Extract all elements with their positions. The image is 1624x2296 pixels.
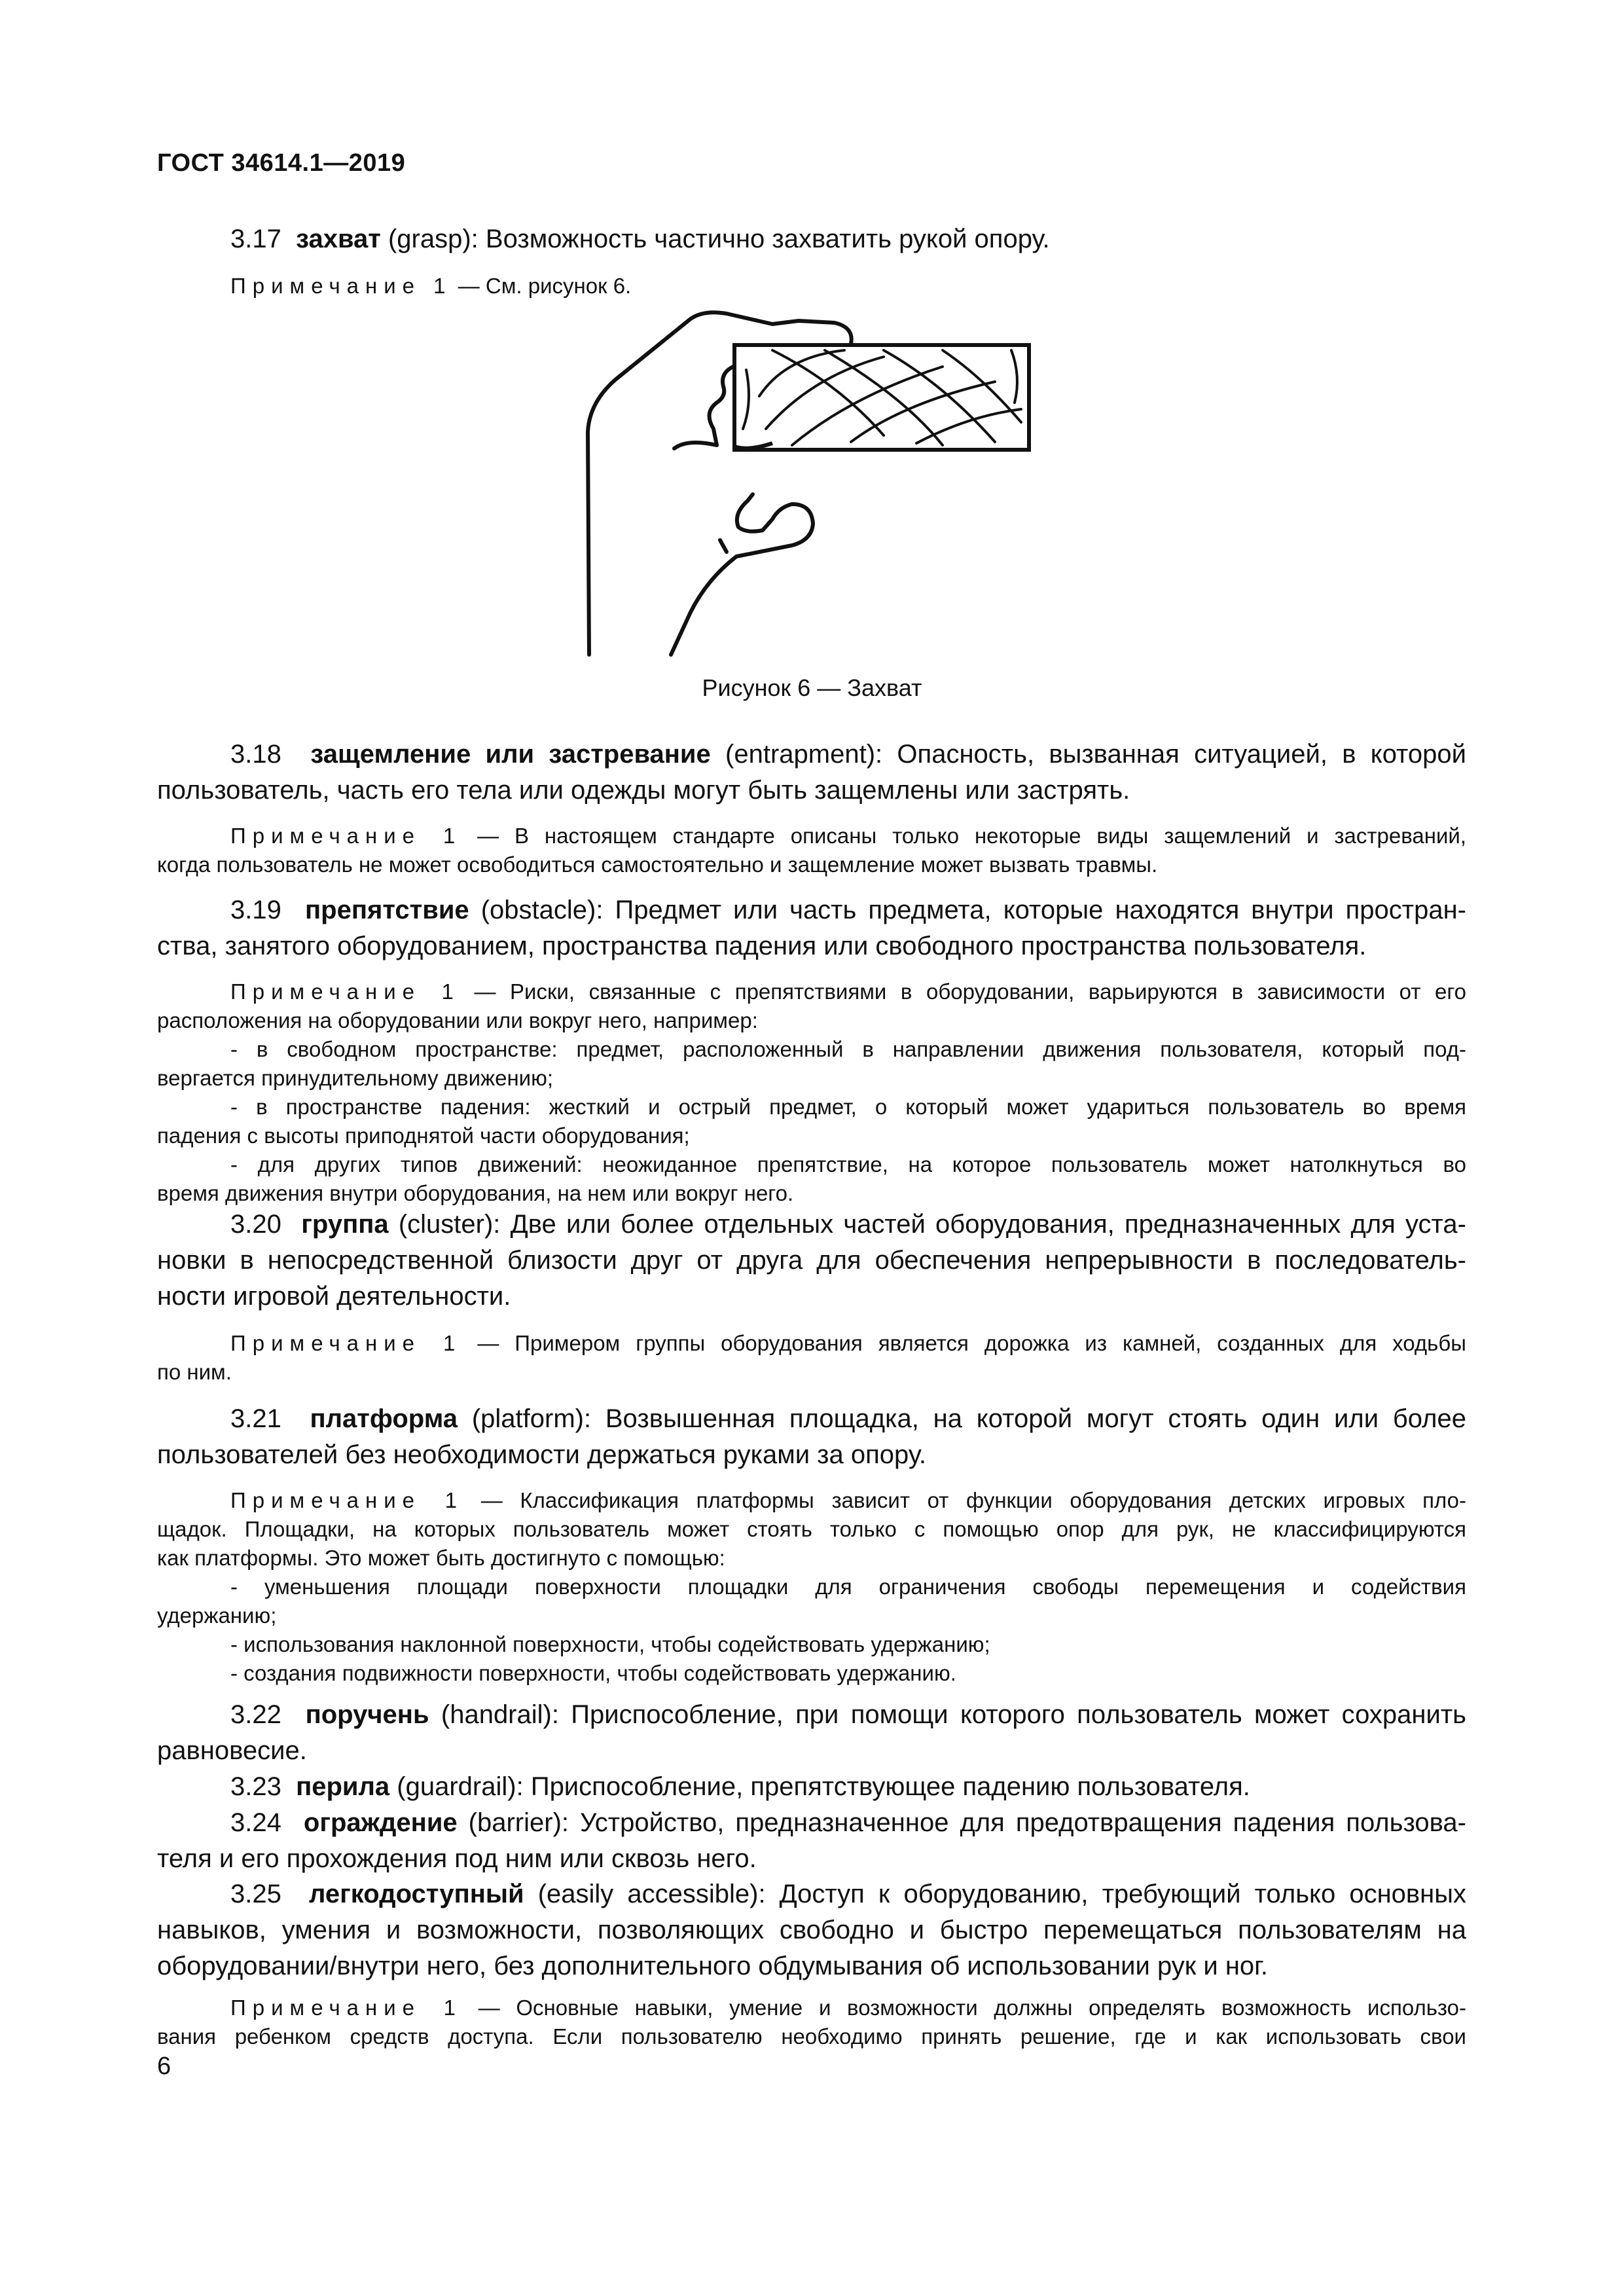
clause-term: захват bbox=[296, 225, 381, 253]
clause-3-17: 3.17 захват (grasp): Возможность частично захватить рукой опору. bbox=[230, 225, 1050, 253]
clause-term: легкодоступный bbox=[309, 1880, 524, 1908]
clause-term: защемление или застревание bbox=[310, 740, 711, 769]
figure-caption: Рисунок 6 — Захват bbox=[702, 674, 922, 701]
note-3-20: Примечание 1 — Примером группы оборудования является дорожка из камней, созданных для ходьбы по ним. bbox=[157, 1331, 1466, 1384]
clause-3-20: 3.20 группа (cluster): Две или более отдельных частей оборудования, предназначенных для уста- новки в непосредственной близости друг от друга для обеспечения непрерывности в последователь- ности игровой деятельности. bbox=[157, 1210, 1466, 1311]
clause-number: 3.17 bbox=[230, 225, 281, 253]
note-3-25: Примечание 1 — Основные навыки, умение и возможности должны определять возможность использо- вания ребенком средств доступа. Если пользователю необходимо принять решение, где и как использовать свои bbox=[157, 1995, 1467, 2049]
note-3-17: Примечание 1 — См. рисунок 6. bbox=[230, 274, 632, 298]
clause-3-25: 3.25 легкодоступный (easily accessible): Доступ к оборудованию, требующий только основных навыков, умения и возможности, позволяющих свободно и быстро перемещаться пользователям на оборудовании/внутри него, без дополнительного обдумывания об использовании рук и ног. bbox=[157, 1880, 1466, 1980]
clause-3-22: 3.22 поручень (handrail): Приспособление, при помощи которого пользователь может сохранить равновесие. bbox=[157, 1700, 1466, 1765]
clause-term: препятствие bbox=[304, 896, 469, 924]
clause-term: группа bbox=[301, 1210, 389, 1239]
figure-6-grasp-illustration bbox=[576, 304, 1074, 671]
note-label: Примечание 1 bbox=[230, 274, 452, 298]
clause-term: платформа bbox=[310, 1404, 458, 1433]
clause-3-21: 3.21 платформа (platform): Возвышенная площадка, на которой могут стоять один или более пользователей без необходимости держаться руками за опору. bbox=[157, 1404, 1466, 1469]
clause-term: ограждение bbox=[303, 1808, 458, 1837]
document-header: ГОСТ 34614.1—2019 bbox=[157, 149, 406, 177]
clause-3-23: 3.23 перила (guardrail): Приспособление, препятствующее падению пользователя. bbox=[230, 1772, 1250, 1801]
clause-3-19: 3.19 препятствие (obstacle): Предмет или часть предмета, которые находятся внутри простран- ства, занятого оборудованием, пространства падения или свободного пространства пользователя. bbox=[157, 896, 1466, 960]
note-3-18: Примечание 1 — В настоящем стандарте описаны только некоторые виды защемлений и застреваний, когда пользователь не может освободиться самостоятельно и защемление может вызвать травмы. bbox=[157, 824, 1466, 877]
page-number: 6 bbox=[157, 2052, 171, 2080]
clause-3-18: 3.18 защемление или застревание (entrapment): Опасность, вызванная ситуацией, в которой пользователь, часть его тела или одежды могут быть защемлены или застрять. bbox=[157, 740, 1467, 805]
clause-term: перила bbox=[296, 1772, 390, 1801]
note-3-21: Примечание 1 — Классификация платформы зависит от функции оборудования детских игровых пло- щадок. Площадки, на которых пользователь может стоять только с помощью опор для рук, не классифицируются как платформы. Это может быть достигнуто с помощью: - уменьшения площади поверхности площадки для ограничения свободы перемещения и содействия удержанию; - использования наклонной поверхности, чтобы содействовать удержанию; - создания подвижности поверхности, чтобы содействовать удержанию. bbox=[157, 1488, 1466, 1685]
note-3-19: Примечание 1 — Риски, связанные с препятствиями в оборудовании, варьируются в зависимости от его расположения на оборудовании или вокруг него, например: - в свободном пространстве: предмет, расположенный в направлении движения пользователя, который под- вергается принудительному движению; - в пространстве падения: жесткий и острый предмет, о который может удариться пользователь во время падения с высоты приподнятой части оборудования; - для других типов движений: неожиданное препятствие, на которое пользователь может натолкнуться во время движения внутри оборудования, на нем или вокруг него. bbox=[157, 979, 1467, 1205]
clause-3-24: 3.24 ограждение (barrier): Устройство, предназначенное для предотвращения падения пользова- теля и его прохождения под ним или сквозь него. bbox=[157, 1808, 1466, 1873]
clause-term: поручень bbox=[305, 1700, 429, 1729]
